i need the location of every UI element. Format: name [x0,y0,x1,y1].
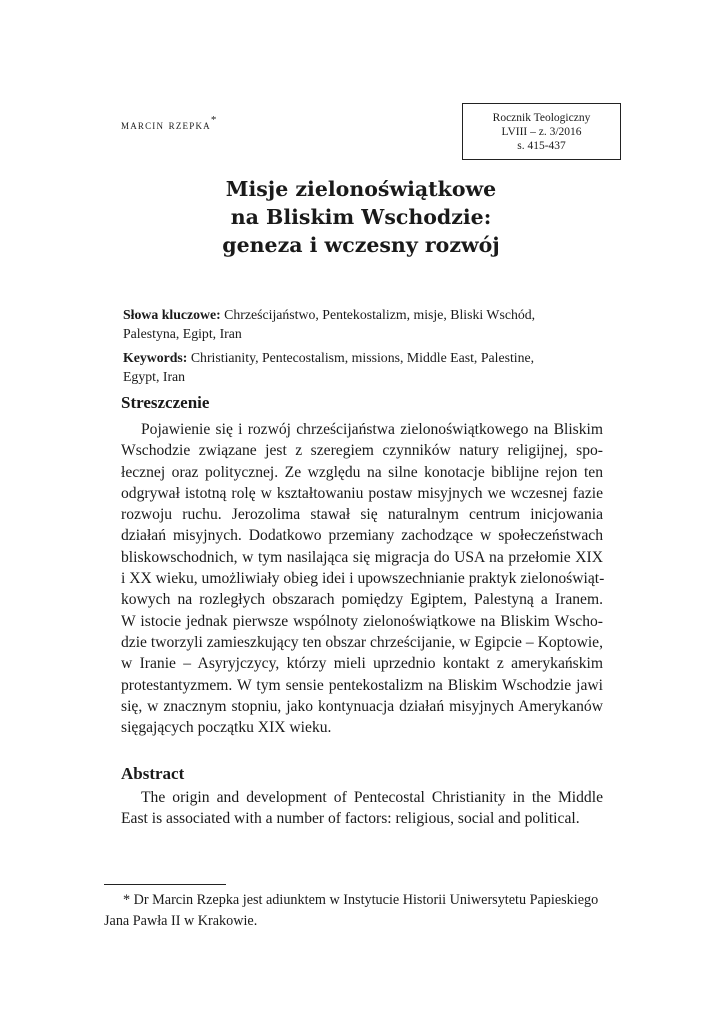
streszczenie-body [121,419,603,738]
keywords-polish-text: Palestyna, Egipt, Iran [123,326,242,341]
keywords-english-text: Christianity, Pentecostalism, missions, Middle East, Palestine, [187,350,535,365]
paragraph-line: i XX wieku, umożliwiały obieg idei i upowszechnianie praktyk zielonoświąt- [121,570,605,588]
paragraph-line: protestantyzmem. W tym sensie pentekostalizm na Bliskim Wschodzie jawi [121,676,603,694]
keywords-english-text: Egypt, Iran [123,369,186,384]
author-name-text: marcin rzepka [121,117,211,132]
journal-info-box [462,103,621,160]
paragraph-line: East is associated with a number of factors: religious, social and political. [121,810,580,828]
author-name [121,114,217,133]
journal-volume: LVIII – z. 3/2016 [501,126,582,138]
paragraph-line: rozwoju ruchu. Jerozolima stawał się naturalnym centrum inicjowania [121,506,603,524]
paragraph-line: się, w znacznym stopniu, jako kontynuacja działań misyjnych Amerykanów [121,697,603,715]
abstract-heading: Abstract [121,764,185,783]
footnote-line: * Dr Marcin Rzepka jest adiunktem w Instytucie Historii Uniwersytetu Papieskiego [123,892,599,908]
article-title [120,175,602,259]
title-line: geneza i wczesny rozwój [222,233,500,257]
abstract-body [121,787,603,830]
footnote-line: Jana Pawła II w Krakowie. [104,913,258,929]
paragraph-line: łecznej oraz politycznej. Ze względu na silne konotacje biblijne rejon ten [121,463,603,481]
title-line: Misje zielonoświątkowe [225,177,497,201]
paragraph-line: Wschodzie związane jest z szeregiem czynników natury religijnej, spo- [121,442,603,460]
keywords-polish-text: Chrześcijaństwo, Pentekostalizm, misje, Bliski Wschód, [220,307,536,322]
paragraph-line: kowych na rozległych obszarach pomiędzy Egiptem, Palestyną a Iranem. [121,591,603,609]
keywords-polish-label: Słowa kluczowe: [123,307,221,322]
footnote [104,890,624,932]
paragraph-line: dzie tworzyli zamieszkujący ten obszar chrześcijanie, w Egipcie – Koptowie, [121,633,603,651]
journal-pages: s. 415-437 [517,140,566,152]
paragraph-line: w Iranie – Asyryjczycy, którzy mieli uprzednio kontakt z amerykańskim [121,655,603,673]
streszczenie-heading: Streszczenie [121,393,210,412]
title-line: na Bliskim Wschodzie: [230,205,492,229]
paragraph-line: bliskowschodnich, w tym nasilająca się migracja do USA na przełomie XIX [121,548,603,566]
paragraph-line: W istocie jednak pierwsze wspólnoty zielonoświątkowe na Bliskim Wscho- [121,612,603,630]
author-footnote-mark[interactable]: * [210,114,217,126]
paragraph-line: działań misyjnych. Dodatkowo przemiany zachodzące w społeczeństwach [121,527,603,545]
keywords-english [123,348,603,386]
keywords-english-label: Keywords: [123,350,188,365]
keywords-polish [123,305,603,343]
paragraph-line: The origin and development of Pentecostal Christianity in the Middle [141,789,603,806]
footnote-divider [104,884,226,885]
paragraph-line: sięgających początku XIX wieku. [121,719,332,737]
paragraph-line: odgrywał istotną rolę w kształtowaniu postaw misyjnych we wczesnej fazie [121,484,603,502]
paragraph-line: Pojawienie się i rozwój chrześcijaństwa zielonoświątkowego na Bliskim [141,421,603,438]
journal-name: Rocznik Teologiczny [492,112,591,124]
